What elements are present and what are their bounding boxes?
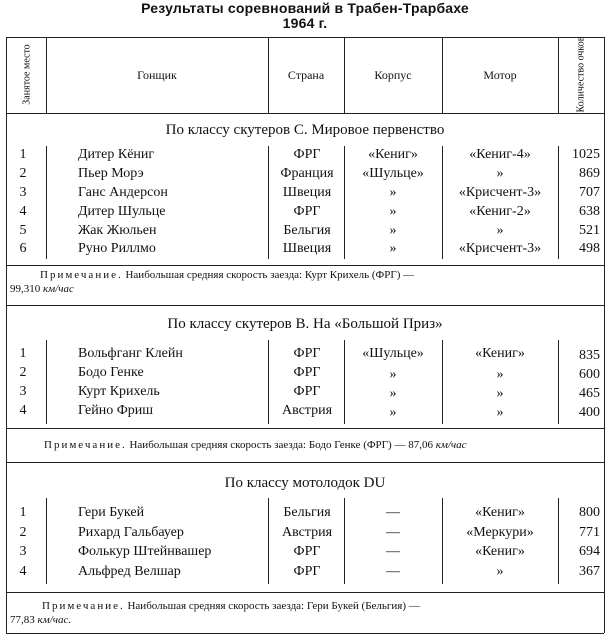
table-row-body: » — [389, 223, 397, 238]
table-row-place: 2 — [19, 365, 27, 380]
header-body: Корпус — [374, 68, 412, 82]
note-speed: 99,310 — [10, 283, 41, 295]
table-row-points: 707 — [579, 185, 600, 200]
table-row-place: 2 — [19, 166, 27, 181]
table-row-motor: «Крисчент-3» — [458, 241, 542, 256]
section3-top-border — [6, 462, 604, 463]
col-divider — [46, 498, 47, 584]
table-row-body: «Кениг» — [368, 147, 418, 162]
document-title: Результаты соревнований в Трабен-Трарбахе — [141, 0, 469, 16]
table-row-name: Курт Крихель — [78, 384, 160, 399]
table-row-points: 869 — [579, 166, 600, 181]
header-racer: Гонщик — [137, 68, 177, 82]
table-row-name: Фолькур Штейнвашер — [78, 544, 212, 559]
table-row-place: 4 — [19, 403, 27, 418]
table-row-name: Дитер Шульце — [78, 204, 166, 219]
table-row-body: — — [386, 505, 400, 520]
table-row-name: Вольфганг Клейн — [78, 346, 183, 361]
table-row-name: Гери Букей — [78, 505, 145, 520]
table-row-place: 1 — [19, 346, 27, 361]
header-country: Страна — [287, 68, 325, 82]
table-row-place: 3 — [19, 384, 27, 399]
section-note — [44, 439, 467, 451]
table-row-country: Швеция — [282, 185, 332, 200]
table-row-country: ФРГ — [293, 564, 321, 579]
table-row-motor: «Кениг-4» — [469, 147, 531, 162]
table-row-place: 2 — [19, 525, 27, 540]
table-row-place: 6 — [19, 241, 27, 256]
table-row-body: » — [389, 204, 397, 219]
note-label: Примечание. — [44, 439, 127, 451]
note-unit: км/час — [435, 439, 467, 451]
table-row-motor: «Кениг» — [475, 505, 525, 520]
section2-bottom-border — [6, 428, 604, 429]
table-row-place: 1 — [19, 147, 27, 162]
table-row-country: ФРГ — [293, 544, 321, 559]
table-row-body: «Шульце» — [362, 166, 424, 181]
table-row-points: 465 — [579, 386, 600, 401]
table-row-country: Швеция — [282, 241, 332, 256]
table-row-name: Пьер Морэ — [78, 166, 144, 181]
col-divider — [558, 146, 559, 259]
table-row-motor: » — [496, 223, 504, 238]
header-bottom-border — [6, 113, 604, 114]
table-row-motor: «Кениг-2» — [469, 204, 531, 219]
table-row-points: 1025 — [572, 147, 600, 162]
note-label: Примечание. — [42, 600, 125, 612]
table-row-motor: » — [496, 564, 504, 579]
table-row-points: 521 — [579, 223, 600, 238]
section-title: По классу скутеров В. На «Большой Приз» — [167, 316, 443, 332]
table-row-place: 1 — [19, 505, 27, 520]
table-row-country: ФРГ — [293, 384, 321, 399]
table-row-points: 800 — [579, 505, 600, 520]
table-row-country: Франция — [280, 166, 334, 181]
table-row-motor: «Меркури» — [466, 525, 534, 540]
table-row-place: 3 — [19, 185, 27, 200]
section-note — [40, 269, 414, 281]
table-row-motor: «Кениг» — [475, 544, 525, 559]
col-divider — [46, 340, 47, 424]
section3-bottom-border — [6, 592, 604, 593]
table-row-country: Австрия — [281, 525, 333, 540]
table-row-place: 4 — [19, 204, 27, 219]
table-row-body: «Шульце» — [362, 346, 424, 361]
table-row-body: — — [386, 544, 400, 559]
col-divider — [558, 340, 559, 424]
section-title: По классу скутеров С. Мировое первенство — [165, 122, 445, 138]
note-label: Примечание. — [40, 269, 123, 281]
table-row-points: 367 — [579, 564, 600, 579]
table-row-place: 5 — [19, 223, 27, 238]
section1-bottom-border — [6, 265, 604, 266]
col-divider — [46, 146, 47, 259]
note-unit: км/час — [43, 283, 74, 295]
header-motor: Мотор — [483, 68, 517, 82]
table-row-motor: «Крисчент-3» — [458, 185, 542, 200]
note-unit: км/час. — [37, 614, 72, 626]
table-row-country: Австрия — [281, 403, 333, 418]
table-row-points: 835 — [579, 348, 600, 363]
section-title: По классу мотолодок DU — [224, 475, 386, 491]
table-row-country: ФРГ — [293, 365, 321, 380]
table-row-body: — — [386, 525, 400, 540]
table-row-body: — — [386, 564, 400, 579]
table-row-name: Гейно Фриш — [78, 403, 154, 418]
table-row-motor: » — [496, 166, 504, 181]
table-row-motor: » — [496, 405, 504, 420]
table-row-name: Жак Жюльен — [78, 223, 157, 238]
table-row-name: Рихард Гальбауер — [78, 525, 184, 540]
note-text: Наибольшая средняя скорость заезда: Курт Крихель (ФРГ) — — [125, 269, 415, 281]
table-row-body: » — [389, 405, 397, 420]
table-row-points: 400 — [579, 405, 600, 420]
section-note-continuation — [10, 614, 71, 626]
note-speed: 77,83 — [10, 614, 35, 626]
table-row-body: » — [389, 367, 397, 382]
table-row-body: » — [389, 386, 397, 401]
table-right-border — [604, 37, 605, 633]
col-divider — [558, 498, 559, 584]
table-row-country: Бельгия — [283, 505, 331, 520]
table-row-motor: » — [496, 367, 504, 382]
table-row-points: 694 — [579, 544, 600, 559]
table-row-country: Бельгия — [283, 223, 331, 238]
table-row-country: ФРГ — [293, 204, 321, 219]
table-row-points: 638 — [579, 204, 600, 219]
table-row-motor: » — [496, 386, 504, 401]
table-row-body: » — [389, 185, 397, 200]
note-text: Наибольшая средняя скорость заезда: Бодо Генке (ФРГ) — 87,06 — [129, 439, 433, 451]
col-divider — [558, 37, 559, 113]
table-top-border — [6, 37, 604, 38]
table-row-name: Альфред Велшар — [78, 564, 181, 579]
table-row-motor: «Кениг» — [475, 346, 525, 361]
table-row-points: 498 — [579, 241, 600, 256]
table-bottom-border — [6, 633, 604, 634]
table-row-place: 4 — [19, 564, 27, 579]
table-row-country: ФРГ — [293, 147, 321, 162]
table-row-name: Ганс Андерсон — [78, 185, 168, 200]
table-row-country: ФРГ — [293, 346, 321, 361]
section2-top-border — [6, 305, 604, 306]
table-row-name: Руно Риллмо — [78, 241, 156, 256]
section-note-continuation — [10, 283, 74, 295]
document-year: 1964 г. — [282, 15, 328, 31]
header-points: Количество очков — [575, 36, 587, 113]
table-row-points: 771 — [579, 525, 600, 540]
table-row-name: Дитер Кёниг — [78, 147, 155, 162]
header-place: Занятое место — [21, 44, 33, 105]
table-row-points: 600 — [579, 367, 600, 382]
section-note — [42, 600, 420, 612]
table-row-body: » — [389, 241, 397, 256]
table-row-place: 3 — [19, 544, 27, 559]
note-text: Наибольшая средняя скорость заезда: Гери Букей (Бельгия) — — [127, 600, 420, 612]
table-row-name: Бодо Генке — [78, 365, 144, 380]
